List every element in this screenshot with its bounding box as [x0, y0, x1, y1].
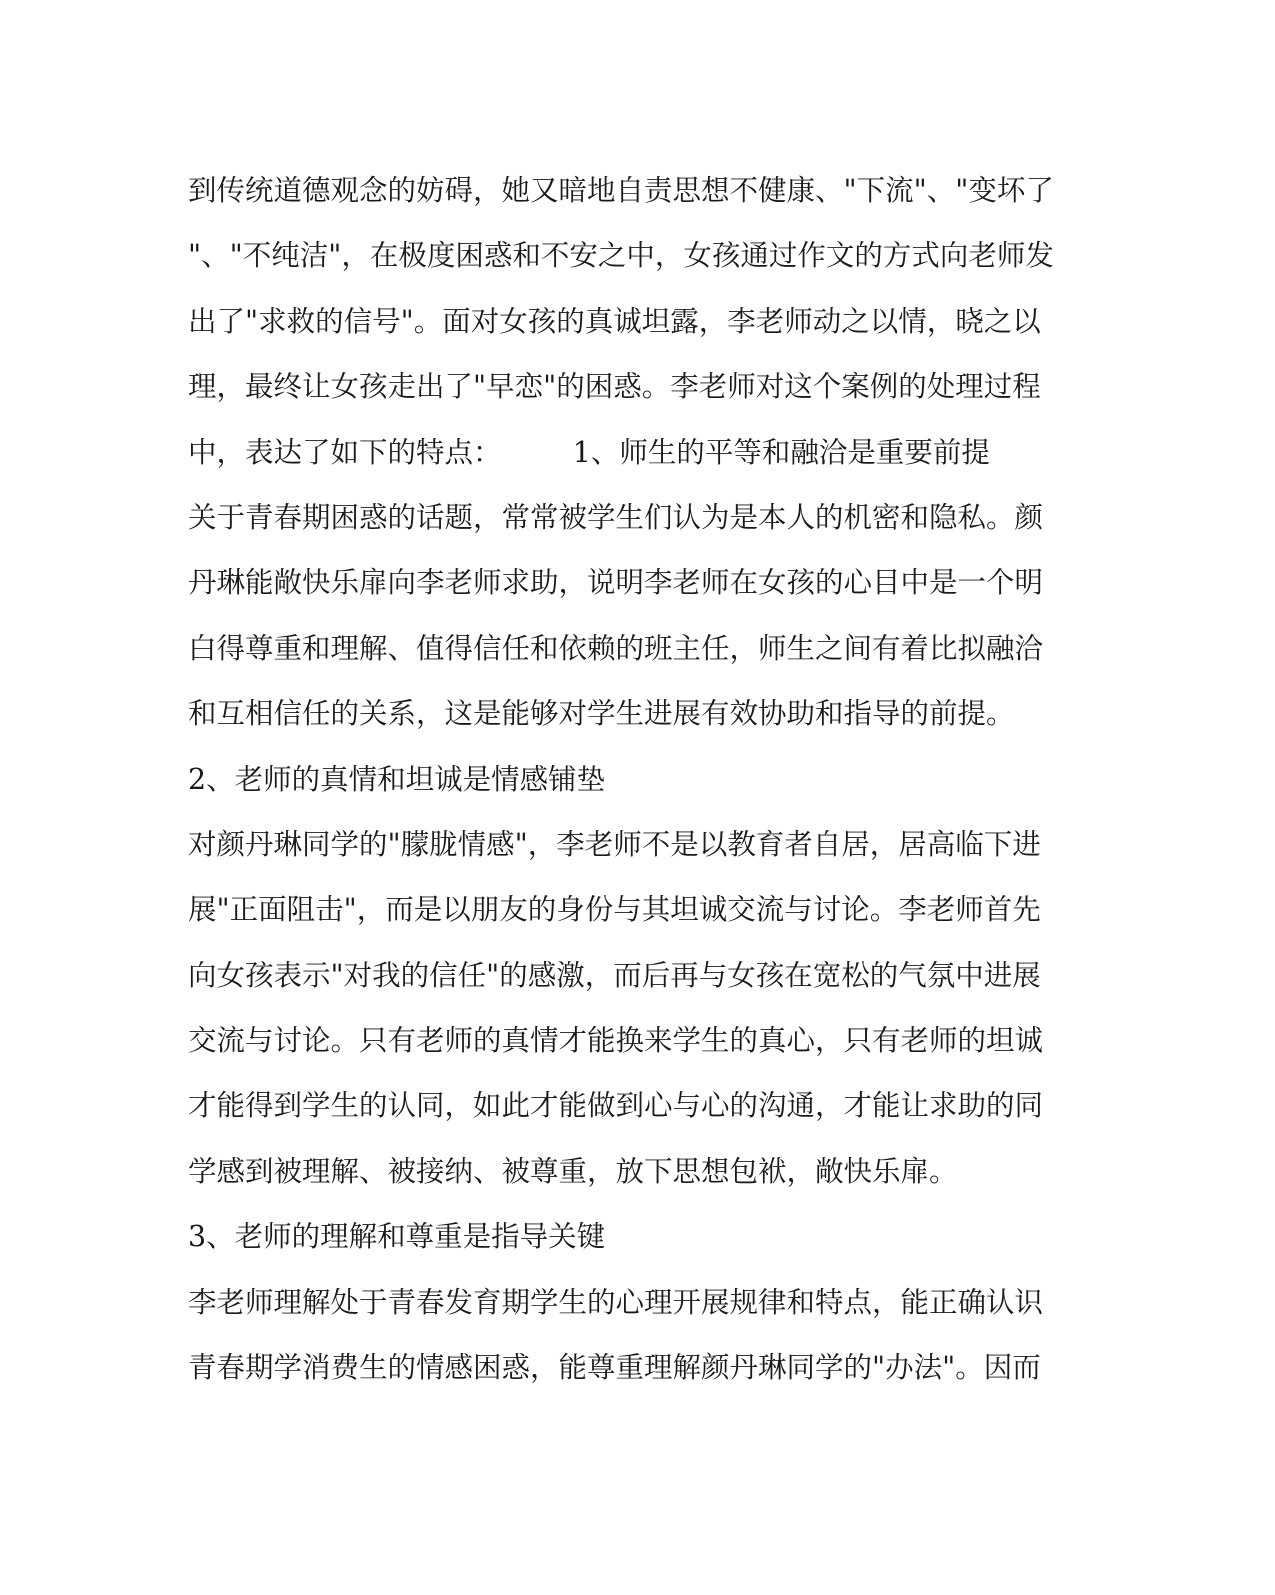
- text-line: 丹琳能敞快乐扉向李老师求助，说明李老师在女孩的心目中是一个明: [188, 566, 1044, 600]
- text-line: 出了"求救的信号"。面对女孩的真诚坦露，李老师动之以情，晓之以: [188, 304, 1041, 338]
- text-line: 关于青春期困惑的话题，常常被学生们认为是本人的机密和隐私。颜: [188, 500, 1044, 534]
- text-line: 才能得到学生的认同，如此才能做到心与心的沟通，才能让求助的同: [188, 1089, 1044, 1123]
- text-line: 中，表达了如下的特点： 1、师生的平等和融洽是重要前提: [188, 435, 990, 469]
- section-heading: 3、老师的理解和尊重是指导关键: [188, 1220, 606, 1254]
- text-line: 向女孩表示"对我的信任"的感激，而后再与女孩在宽松的气氛中进展: [188, 958, 1041, 992]
- text-line: 学感到被理解、被接纳、被尊重，放下思想包袱，敞快乐扉。: [188, 1154, 958, 1188]
- text-line: "、"不纯洁"，在极度困惑和不安之中，女孩通过作文的方式向老师发: [188, 239, 1054, 273]
- section-heading: 2、老师的真情和坦诚是情感铺垫: [188, 762, 606, 796]
- text-line: 和互相信任的关系，这是能够对学生进展有效协助和指导的前提。: [188, 697, 1015, 731]
- text-line: 李老师理解处于青春发育期学生的心理开展规律和特点，能正确认识: [188, 1285, 1044, 1319]
- body-text: [188, 158, 1068, 1400]
- text-line: 白得尊重和理解、值得信任和依赖的班主任，师生之间有着比拟融洽: [188, 631, 1044, 665]
- text-line: 对颜丹琳同学的"朦胧情感"，李老师不是以教育者自居，居高临下进: [188, 827, 1041, 861]
- text-line: 展"正面阻击"，而是以朋友的身份与其坦诚交流与讨论。李老师首先: [188, 893, 1041, 927]
- text-line: 青春期学消费生的情感困惑，能尊重理解颜丹琳同学的"办法"。因而: [188, 1351, 1041, 1385]
- text-line: 理，最终让女孩走出了"早恋"的困惑。李老师对这个案例的处理过程: [188, 370, 1041, 404]
- text-line: 交流与讨论。只有老师的真情才能换来学生的真心，只有老师的坦诚: [188, 1024, 1044, 1058]
- text-line: 到传统道德观念的妨碍，她又暗地自责思想不健康、"下流"、"变坏了: [188, 174, 1054, 207]
